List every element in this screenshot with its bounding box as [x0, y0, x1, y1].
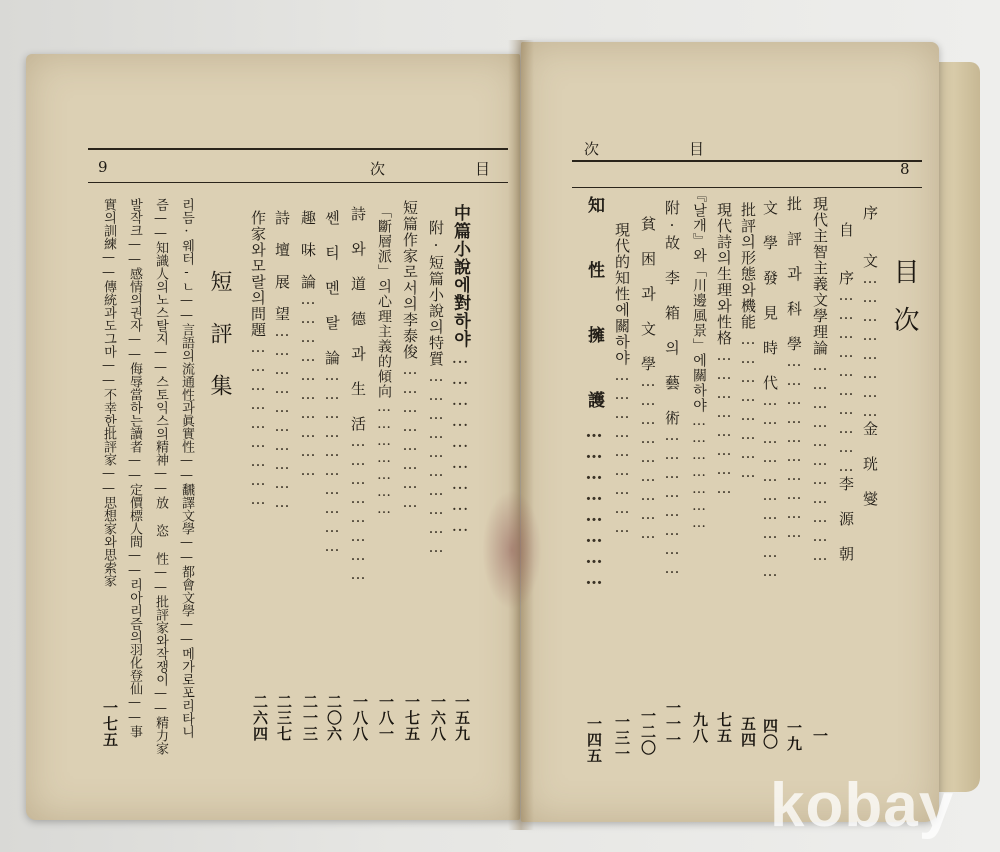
toc-page-number: 二六四 [251, 694, 269, 742]
toc-page-number: 一八八 [351, 694, 369, 742]
left-header-rule [88, 148, 508, 150]
left-page-number: 9 [98, 158, 108, 176]
short-review-line: 즘——知識人의노스탈지——스토익스의精神——放 恣 性——批評家와작쟁이——精力家 [153, 198, 168, 755]
toc-page-number: 一八一 [377, 694, 395, 742]
left-header-rule-bottom [88, 182, 508, 183]
toc-page-number: 九八 [691, 712, 709, 744]
toc-page-number: 一一一 [664, 700, 682, 748]
toc-entry: 中篇小說에對하야……………………… [450, 204, 470, 537]
toc-page-number: 一六八 [429, 694, 447, 742]
toc-entry: 趣 味 論………………………… [299, 210, 317, 480]
right-page-number: 8 [900, 160, 910, 178]
toc-page-number: 二〇六 [325, 694, 343, 742]
right-header-rule-bottom [572, 187, 922, 188]
toc-entry: 쎈 티 멘 탈 論………………………… [323, 210, 341, 556]
toc-entry: 自 序…………………………李 源 朝 [837, 222, 855, 562]
toc-entry: 序 文……………………金 珖 燮 [861, 205, 879, 507]
section-heading: 短評集 [207, 270, 232, 426]
toc-entry: 知 性 擁 護…………………… [584, 196, 604, 590]
toc-page-number: 四〇 [761, 718, 779, 750]
toc-entry: 附·短篇小說의特質………………………… [427, 220, 445, 557]
toc-entry: 現代主智主義文學理論…………………………… [811, 196, 829, 565]
toc-page-number: 二三七 [275, 694, 293, 742]
toc-page-number: 五四 [739, 716, 757, 748]
toc-page-number: 一九 [785, 720, 803, 752]
toc-entry: 詩 壇 展 望………………………… [273, 210, 291, 512]
toc-page-number: 一三一 [613, 714, 631, 762]
toc-page-number: 一七五 [403, 694, 421, 742]
toc-entry: 貧 困 과 文 學……………………… [639, 216, 657, 543]
toc-entry: 現代的知性에關하야……………………… [613, 222, 631, 537]
toc-page-number: 一 [811, 728, 829, 744]
toc-page-number: 二一三 [301, 694, 319, 742]
toc-entry: 『날개』와「川邊風景」에關하야………………… [691, 188, 707, 532]
toc-page-number: 一五九 [453, 694, 471, 742]
book-gutter [508, 40, 534, 830]
short-review-line: 리듬·웨터-ㄴ——言語의流通性과眞實性——飜譯文學——都會文學——메가로포리타니 [179, 198, 194, 738]
toc-entry: 現代詩의生理와性格…………………… [715, 202, 733, 498]
toc-entry: 批評의形態와機能…………………… [739, 202, 757, 482]
toc-page-number: 一四五 [585, 716, 603, 764]
toc-entry: 批 評 과 科 學………………………… [785, 196, 803, 542]
toc-entry: 詩 와 道 德 과 生 活…………………… [349, 206, 367, 584]
left-running-title: 次 目 [370, 160, 497, 178]
toc-entry: 附·故 李 箱 의 藝 術…………………… [663, 200, 681, 578]
toc-page-number: 一二〇 [639, 708, 657, 756]
short-review-line: 實의訓練——傳統과도그마——不幸한批評家——思想家와思索家 [101, 198, 116, 587]
toc-entry: 作家와모랄의問題……………………… [249, 210, 267, 509]
ink-stain [482, 490, 542, 610]
contents-heading: 目次 [889, 258, 919, 354]
toc-page-number: 一七五 [101, 700, 119, 748]
right-header-rule [572, 160, 922, 162]
right-running-title: 次 目 [584, 140, 711, 158]
short-review-line: 발작크——感情의권자——侮辱當하는讀者——定價標人間——리아리즘의羽化登仙——事 [127, 198, 142, 738]
watermark: kobay [770, 771, 955, 840]
toc-entry: 短篇作家로서의李泰俊…………………… [401, 200, 419, 512]
toc-page-number: 七五 [715, 712, 733, 744]
toc-entry: 「斷層派」의心理主義的傾向………………… [376, 204, 392, 518]
toc-entry: 文 學 發 見 時 代………………………… [761, 200, 779, 581]
page-edge [936, 62, 980, 792]
